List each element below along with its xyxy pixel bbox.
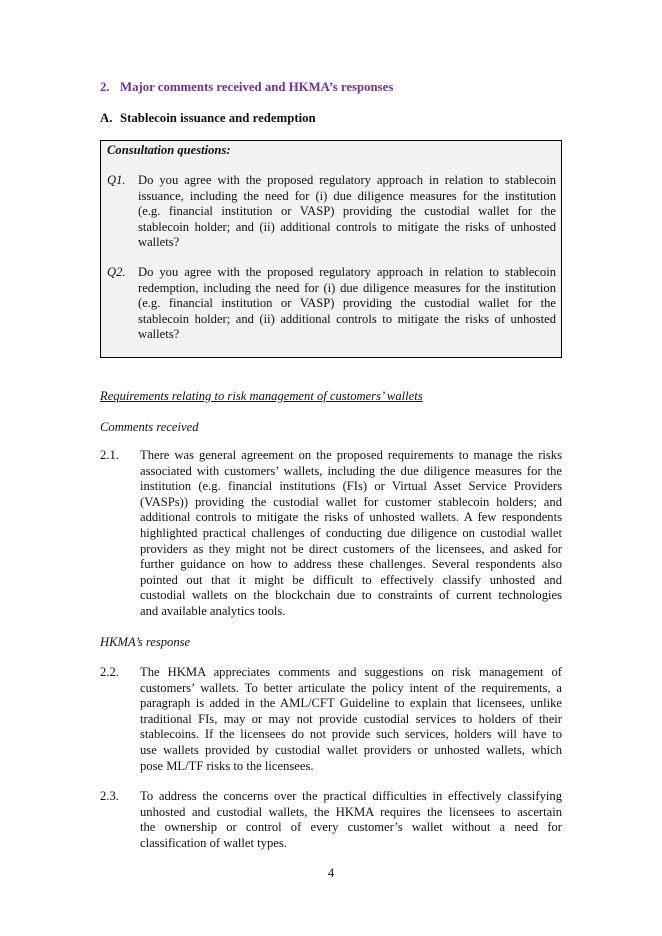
text-line: associated with customers’ wallets, including the due diligence measures for the bbox=[140, 463, 562, 478]
text-line: stablecoin holder; and (ii) additional controls to mitigate the risks of unhosted bbox=[138, 311, 556, 326]
section-title: Major comments received and HKMA’s responses bbox=[120, 80, 394, 94]
text-line: Do you agree with the proposed regulatory approach in relation to stablecoin bbox=[138, 173, 556, 187]
question-text bbox=[138, 173, 556, 251]
text-line: further guidance on how to address these challenges. Several respondents also bbox=[140, 557, 562, 572]
question-label: Q2. bbox=[107, 265, 126, 279]
text-line: pose ML/TF risks to the licensees. bbox=[140, 758, 314, 773]
subsection-number: A. bbox=[100, 111, 113, 125]
text-line: issuance, including the need for (i) due diligence measures for the institution bbox=[138, 188, 556, 203]
page-number: 4 bbox=[327, 866, 335, 880]
text-line: stablecoin holder; and (ii) additional controls to mitigate the risks of unhosted bbox=[138, 219, 556, 234]
subsection-heading bbox=[100, 111, 316, 126]
text-line: (VASPs)) providing the custodial wallet for customer stablecoin holders; and bbox=[140, 494, 562, 509]
text-line: redemption, including the need for (i) due diligence measures for the institution bbox=[138, 280, 556, 295]
text-line: (e.g. financial institution or VASP) providing the custodial wallet for the bbox=[138, 296, 556, 311]
subsection-title: Stablecoin issuance and redemption bbox=[120, 111, 316, 125]
text-line: and available analytics tools. bbox=[140, 603, 286, 618]
text-line: Do you agree with the proposed regulatory approach in relation to stablecoin bbox=[138, 265, 556, 279]
text-line: additional controls to mitigate the risks of unhosted wallets. A few respondents bbox=[140, 510, 562, 525]
paragraph-text bbox=[140, 665, 562, 774]
text-line: stablecoins. If the licensees do not provide such services, holders will have to bbox=[140, 727, 562, 742]
paragraph-text bbox=[140, 789, 562, 851]
paragraph-number: 2.1. bbox=[100, 448, 119, 462]
text-line: (e.g. financial institution or VASP) providing the custodial wallet for the bbox=[138, 204, 556, 219]
text-line: classification of wallet types. bbox=[140, 835, 287, 850]
text-line: pointed out that it might be difficult to effectively classify unhosted and bbox=[140, 572, 562, 587]
section-number: 2. bbox=[100, 80, 110, 94]
text-line: There was general agreement on the proposed requirements to manage the risks bbox=[140, 448, 562, 462]
text-line: the ownership or control of every customer’s wallet without a need for bbox=[140, 820, 562, 835]
text-line: To address the concerns over the practical difficulties in effectively classifying bbox=[140, 789, 562, 803]
text-line: use wallets provided by custodial wallet providers or unhosted wallets, which bbox=[140, 742, 562, 757]
consultation-questions-box bbox=[100, 140, 562, 358]
hkma-response-heading: HKMA’s response bbox=[100, 635, 191, 649]
section-heading bbox=[100, 80, 393, 95]
paragraph-number: 2.3. bbox=[100, 789, 119, 803]
question-text bbox=[138, 265, 556, 343]
text-line: providers as they might not be direct customers of the licensees, and asked for bbox=[140, 541, 562, 556]
paragraph-text bbox=[140, 448, 562, 620]
text-line: custodial wallets on the blockchain due to constraints of current technologies bbox=[140, 588, 562, 603]
text-line: institution (e.g. financial institutions (FIs) or Virtual Asset Service Providers bbox=[140, 479, 562, 494]
consultation-heading: Consultation questions: bbox=[107, 143, 231, 157]
text-line: traditional FIs, may or may not provide custodial services to holders of their bbox=[140, 711, 562, 726]
text-line: paragraph is added in the AML/CFT Guideline to explain that licensees, unlike bbox=[140, 696, 562, 711]
paragraph-number: 2.2. bbox=[100, 665, 119, 679]
text-line: unhosted and custodial wallets, the HKMA requires the licensees to ascertain bbox=[140, 804, 562, 819]
text-line: wallets? bbox=[138, 235, 180, 250]
text-line: wallets? bbox=[138, 327, 180, 342]
question-label: Q1. bbox=[107, 173, 126, 187]
topic-heading: Requirements relating to risk management of customers’ wallets bbox=[100, 389, 423, 403]
text-line: highlighted practical challenges of conducting due diligence on custodial wallet bbox=[140, 525, 562, 540]
comments-received-heading: Comments received bbox=[100, 420, 199, 434]
text-line: customers’ wallets. To better articulate the policy intent of the requirements, a bbox=[140, 680, 562, 695]
text-line: The HKMA appreciates comments and suggestions on risk management of bbox=[140, 665, 562, 679]
